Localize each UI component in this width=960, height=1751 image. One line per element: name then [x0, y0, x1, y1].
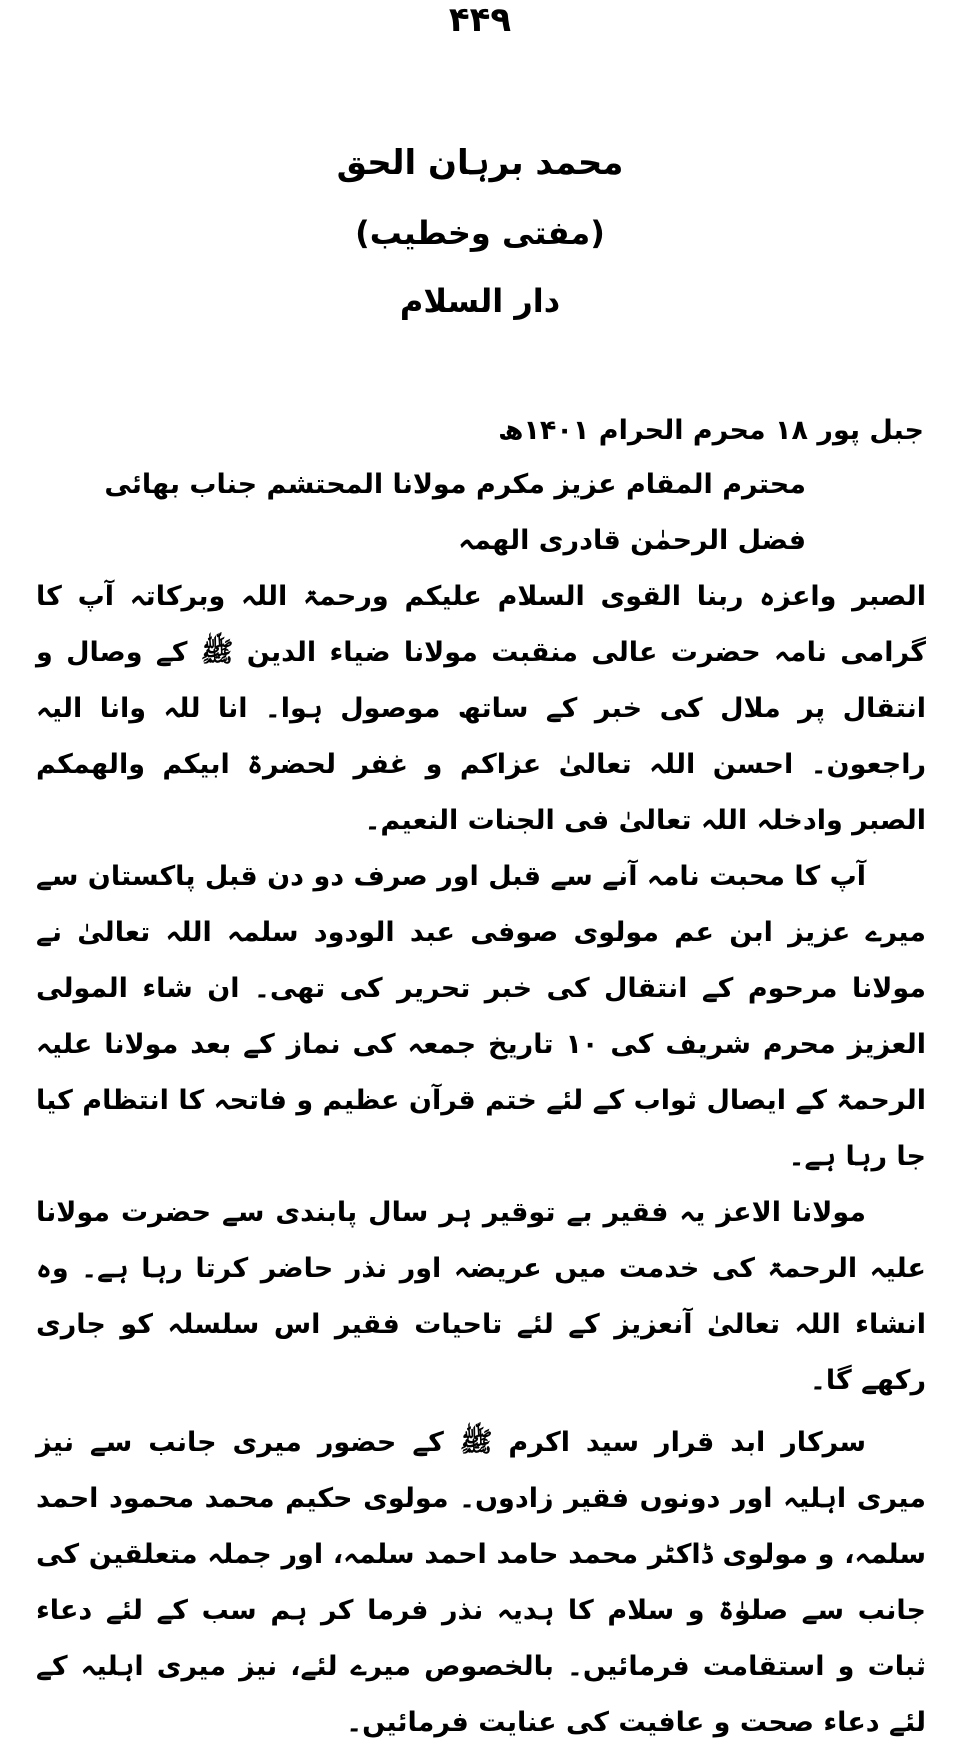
page-number: ۴۴۹: [448, 0, 512, 40]
letter-body: [36, 405, 926, 1751]
paragraph-news: آپ کا محبت نامہ آنے سے قبل اور صرف دو دن قبل پاکستان سے میرے عزیز ابن عم مولوی صوفی عبد الودود سلمہ اللہ تعالیٰ نے مولانا مرحوم کے انتقال کی خبر تحریر کی تھی۔ ان شاء المولی العزیز محرم شریف کی ۱۰ تاریخ جمعہ کی نماز کے بعد مولانا علیہ الرحمۃ کے ایصال ثواب کے لئے ختم قرآن عظیم و فاتحہ کا انتظام کیا جا رہا ہے۔: [36, 861, 926, 1172]
paragraph-prayer: سرکار ابد قرار سید اکرم ﷺ کے حضور میری جانب سے نیز میری اہلیہ اور دونوں فقیر زادوں۔ مولوی حکیم محمد محمود احمد سلمہ، و مولوی ڈاکٹر محمد حامد احمد سلمہ، اور جملہ متعلقین کی جانب سے صلوٰۃ و سلام کا ہدیہ نذر فرما کر ہم سب کے لئے دعاء ثبات و استقامت فرمائیں۔ بالخصوص میرے لئے، نیز میری اہلیہ کے لئے دعاء صحت و عافیت کی عنایت فرمائیں۔: [36, 1427, 926, 1738]
dateline: جبل پور ۱۸ محرم الحرام ۱۴۰۱ھ: [498, 415, 924, 446]
author-name: محمد برہان الحق: [336, 143, 624, 183]
author-place: دار السلام: [399, 282, 561, 320]
author-title: (مفتی وخطیب): [355, 214, 605, 252]
paragraph-condolence: الصبر واعزہ ربنا القوی السلام علیکم ورحمۃ اللہ وبرکاتہ آپ کا گرامی نامہ حضرت عالی منقبت مولانا ضیاء الدین ﷺ کے وصال و انتقال پر ملال کی خبر کے ساتھ موصول ہوا۔ انا للہ وانا الیہ راجعون۔ احسن اللہ تعالیٰ عزاکم و غفر لحضرۃ ابیکم والھمکم الصبر وادخلہ اللہ تعالیٰ فی الجنات النعیم۔: [36, 581, 926, 836]
paragraph-tradition: مولانا الاعز یہ فقیر بے توقیر ہر سال پابندی سے حضرت مولانا علیہ الرحمۃ کی خدمت میں عریضہ اور نذر حاضر کرتا رہا ہے۔ وہ انشاء اللہ تعالیٰ آنعزیز کے لئے تاحیات فقیر اس سلسلہ کو جاری رکھے گا۔: [36, 1197, 926, 1396]
greeting: محترم المقام عزیز مکرم مولانا المحتشم جناب بھائی فضل الرحمٰن قادری الھمہ: [104, 469, 806, 556]
